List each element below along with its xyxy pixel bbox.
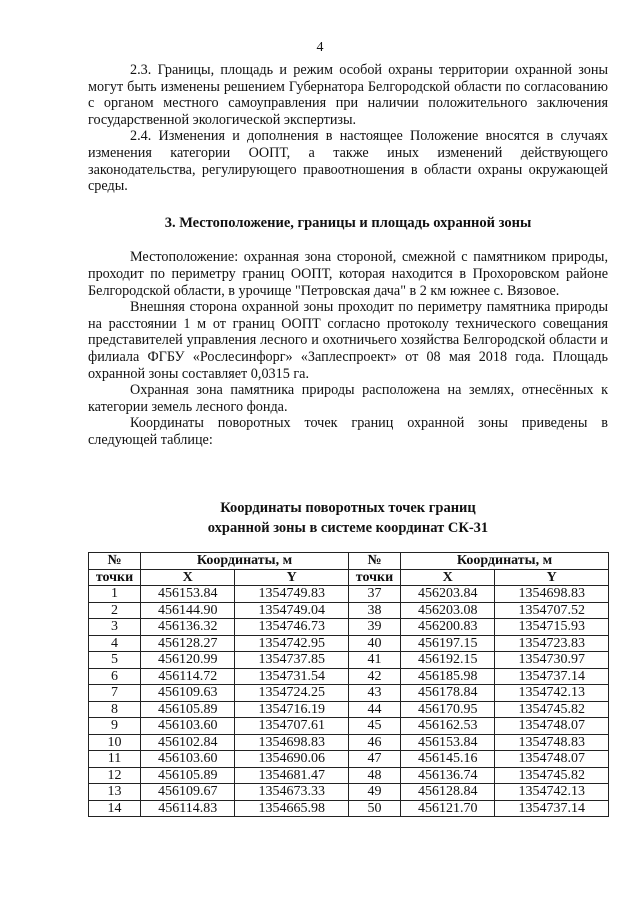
paragraph-2-3: 2.3. Границы, площадь и режим особой охраны территории охранной зоны могут быть изменены решением Губернатора Белгородской области по согласованию с органом местного самоуправления при наличии положительного заключения государственной экологической экспертизы. [88,62,608,128]
table-row [89,602,609,619]
point-number-cell: 46 [348,734,400,751]
coord-y-cell: 1354742.13 [495,685,609,702]
point-number-cell: 40 [348,635,400,652]
header-coords-right: Координаты, м [400,553,608,570]
table-row [89,800,609,817]
table-row [89,784,609,801]
point-number-cell: 13 [89,784,141,801]
coord-x-cell: 456203.84 [400,586,494,603]
coord-y-cell: 1354749.04 [235,602,349,619]
point-number-cell: 39 [348,619,400,636]
table-title [88,498,608,538]
coord-y-cell: 1354746.73 [235,619,349,636]
paragraph-location: Местоположение: охранная зона стороной, смежной с памятником природы, проходит по периметру границ ООПТ, которая находится в Прохоровском районе Белгородской области, в урочище "Петровская дача" в 2 км южнее с. Вязовое. [88,249,608,299]
coord-y-cell: 1354716.19 [235,701,349,718]
coord-x-cell: 456121.70 [400,800,494,817]
coord-x-cell: 456136.32 [141,619,235,636]
point-number-cell: 41 [348,652,400,669]
point-number-cell: 10 [89,734,141,751]
coord-x-cell: 456105.89 [141,767,235,784]
header-no-right: № [348,553,400,570]
paragraph-land-category: Охранная зона памятника природы расположена на землях, отнесённых к категории земель лесного фонда. [88,382,608,415]
coordinates-table [88,552,609,817]
point-number-cell: 37 [348,586,400,603]
coord-x-cell: 456153.84 [141,586,235,603]
point-number-cell: 38 [348,602,400,619]
table-row [89,685,609,702]
point-number-cell: 6 [89,668,141,685]
paragraph-2-4: 2.4. Изменения и дополнения в настоящее Положение вносятся в случаях изменения категории ООПТ, а также иных изменений действующего законодательства, регулирующего правоотношения в области охраны окружающей среды. [88,128,608,195]
coord-y-cell: 1354698.83 [495,586,609,603]
table-row [89,718,609,735]
coord-x-cell: 456109.67 [141,784,235,801]
coord-y-cell: 1354731.54 [235,668,349,685]
header-point-left: точки [89,569,141,586]
coord-x-cell: 456192.15 [400,652,494,669]
coord-x-cell: 456128.27 [141,635,235,652]
table-row [89,734,609,751]
coord-y-cell: 1354723.83 [495,635,609,652]
body-text [88,62,608,448]
table-title-line-1: Координаты поворотных точек границ [220,500,476,516]
coord-x-cell: 456120.99 [141,652,235,669]
table-row [89,668,609,685]
point-number-cell: 2 [89,602,141,619]
coord-x-cell: 456114.72 [141,668,235,685]
coord-x-cell: 456103.60 [141,751,235,768]
coord-y-cell: 1354742.95 [235,635,349,652]
point-number-cell: 49 [348,784,400,801]
coord-y-cell: 1354749.83 [235,586,349,603]
point-number-cell: 42 [348,668,400,685]
coord-x-cell: 456203.08 [400,602,494,619]
point-number-cell: 12 [89,767,141,784]
page-number: 4 [316,40,324,55]
table-row [89,701,609,718]
coord-y-cell: 1354742.13 [495,784,609,801]
header-no-left: № [89,553,141,570]
point-number-cell: 4 [89,635,141,652]
coordinates-table-body [89,586,609,817]
point-number-cell: 47 [348,751,400,768]
coord-y-cell: 1354745.82 [495,767,609,784]
coord-x-cell: 456136.74 [400,767,494,784]
coord-x-cell: 456197.15 [400,635,494,652]
header-x-left: X [141,569,235,586]
point-number-cell: 3 [89,619,141,636]
point-number-cell: 50 [348,800,400,817]
point-number-cell: 5 [89,652,141,669]
coord-x-cell: 456102.84 [141,734,235,751]
coord-x-cell: 456103.60 [141,718,235,735]
coord-y-cell: 1354748.07 [495,718,609,735]
coord-y-cell: 1354748.83 [495,734,609,751]
point-number-cell: 9 [89,718,141,735]
coord-y-cell: 1354737.14 [495,800,609,817]
point-number-cell: 8 [89,701,141,718]
table-row [89,619,609,636]
table-row [89,652,609,669]
coord-x-cell: 456162.53 [400,718,494,735]
point-number-cell: 14 [89,800,141,817]
header-y-right: Y [495,569,609,586]
point-number-cell: 43 [348,685,400,702]
section-title: 3. Местоположение, границы и площадь охранной зоны [164,214,532,231]
coord-x-cell: 456200.83 [400,619,494,636]
point-number-cell: 11 [89,751,141,768]
header-y-left: Y [235,569,349,586]
point-number-cell: 1 [89,586,141,603]
coord-y-cell: 1354737.14 [495,668,609,685]
coord-y-cell: 1354745.82 [495,701,609,718]
point-number-cell: 45 [348,718,400,735]
point-number-cell: 48 [348,767,400,784]
coord-x-cell: 456170.95 [400,701,494,718]
coord-x-cell: 456128.84 [400,784,494,801]
coord-y-cell: 1354665.98 [235,800,349,817]
coord-x-cell: 456144.90 [141,602,235,619]
coord-y-cell: 1354673.33 [235,784,349,801]
coord-x-cell: 456114.83 [141,800,235,817]
coord-x-cell: 456178.84 [400,685,494,702]
coord-y-cell: 1354707.61 [235,718,349,735]
coord-y-cell: 1354737.85 [235,652,349,669]
coord-y-cell: 1354690.06 [235,751,349,768]
coord-x-cell: 456109.63 [141,685,235,702]
header-coords-left: Координаты, м [141,553,349,570]
coord-y-cell: 1354707.52 [495,602,609,619]
paragraph-outer-side: Внешняя сторона охранной зоны проходит по периметру памятника природы на расстоянии 1 м от границ ООПТ согласно протоколу технического совещания представителей управления лесного и охотничьего хозяйства Белгородской области и филиала ФГБУ «Рослесинфорг» «Заплеспроект» от 08 мая 2018 года. Площадь охранной зоны составляет 0,0315 га. [88,299,608,382]
table-row [89,586,609,603]
header-x-right: X [400,569,494,586]
coord-y-cell: 1354715.93 [495,619,609,636]
paragraph-coordinates-intro: Координаты поворотных точек границ охранной зоны приведены в следующей таблице: [88,415,608,448]
table-row [89,767,609,784]
coord-x-cell: 456153.84 [400,734,494,751]
coord-y-cell: 1354730.97 [495,652,609,669]
coord-x-cell: 456145.16 [400,751,494,768]
coord-y-cell: 1354681.47 [235,767,349,784]
coord-y-cell: 1354698.83 [235,734,349,751]
point-number-cell: 44 [348,701,400,718]
table-title-line-2: охранной зоны в системе координат СК-31 [207,520,489,536]
coord-y-cell: 1354724.25 [235,685,349,702]
coord-x-cell: 456105.89 [141,701,235,718]
coord-x-cell: 456185.98 [400,668,494,685]
header-point-right: точки [348,569,400,586]
table-row [89,635,609,652]
point-number-cell: 7 [89,685,141,702]
coord-y-cell: 1354748.07 [495,751,609,768]
table-row [89,751,609,768]
